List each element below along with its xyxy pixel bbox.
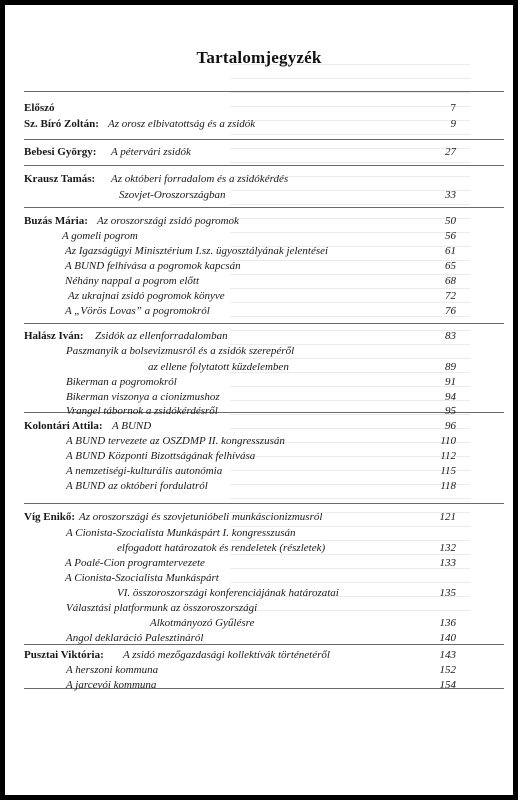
toc-page-number: 94 bbox=[445, 391, 456, 403]
toc-entry bbox=[0, 229, 518, 243]
toc-title: A jarcevói kommuna bbox=[66, 679, 157, 691]
toc-title: A nemzetiségi-kulturális autonómia bbox=[66, 465, 223, 477]
toc-page-number: 118 bbox=[440, 480, 456, 492]
toc-page-number: 152 bbox=[439, 664, 456, 676]
toc-entry bbox=[0, 145, 518, 159]
toc-title: Az oroszországi és szovjetunióbeli munkáscionizmusról bbox=[79, 511, 323, 523]
toc-entry bbox=[0, 678, 518, 692]
toc-page-number: 132 bbox=[439, 542, 456, 554]
toc-entry bbox=[0, 541, 518, 555]
toc-page-number: 27 bbox=[445, 146, 456, 158]
toc-title: Angol deklaráció Palesztináról bbox=[66, 632, 204, 644]
toc-entry bbox=[0, 449, 518, 463]
toc-title: A herszoni kommuna bbox=[66, 664, 159, 676]
toc-entry bbox=[0, 648, 518, 662]
toc-entry bbox=[0, 390, 518, 404]
toc-page-number: 91 bbox=[445, 376, 456, 388]
section-divider bbox=[24, 139, 504, 140]
toc-page-number: 112 bbox=[440, 450, 456, 462]
toc-page-number: 56 bbox=[445, 230, 456, 242]
toc-title: az ellene folytatott küzdelemben bbox=[148, 361, 289, 373]
toc-entry bbox=[0, 375, 518, 389]
scan-border-bottom bbox=[0, 795, 518, 800]
section-divider bbox=[24, 323, 504, 324]
toc-page-number: 7 bbox=[450, 102, 456, 114]
toc-title: Alkotmányozó Gyűlésre bbox=[150, 617, 255, 629]
toc-title: A BUND tervezete az OSZDMP II. kongresszusán bbox=[66, 435, 285, 447]
toc-page-number: 140 bbox=[439, 632, 456, 644]
toc-title: Bikerman a pogromokról bbox=[66, 376, 177, 388]
toc-author: Kolontári Attila: bbox=[24, 420, 103, 432]
toc-title: Az orosz elbivatottság és a zsidók bbox=[108, 118, 256, 130]
toc-page-number: 33 bbox=[445, 189, 456, 201]
toc-page-number: 89 bbox=[445, 361, 456, 373]
toc-page-number: 133 bbox=[439, 557, 456, 569]
toc-page-number: 115 bbox=[440, 465, 456, 477]
toc-title: Vrangel tábornok a zsidókérdésről bbox=[66, 405, 218, 417]
toc-author: Krausz Tamás: bbox=[24, 173, 96, 185]
toc-entry bbox=[0, 329, 518, 343]
toc-author: Pusztai Viktória: bbox=[24, 649, 104, 661]
toc-title: A Cionista-Szocialista Munkáspárt bbox=[65, 572, 219, 584]
toc-page-number: 68 bbox=[445, 275, 456, 287]
section-divider bbox=[24, 207, 504, 208]
toc-page-number: 95 bbox=[445, 405, 456, 417]
toc-page-number: 96 bbox=[445, 420, 456, 432]
toc-title: A Poalé-Cion programtervezete bbox=[65, 557, 205, 569]
toc-entry bbox=[0, 259, 518, 273]
toc-entry bbox=[0, 434, 518, 448]
toc-entry bbox=[0, 419, 518, 433]
toc-entry bbox=[0, 631, 518, 645]
toc-title: elfogadott határozatok és rendeletek (részletek) bbox=[117, 542, 326, 554]
toc-title: A zsidó mezőgazdasági kollektívák történetéről bbox=[123, 649, 330, 661]
toc-page-number: 9 bbox=[450, 118, 456, 130]
toc-page-number: 72 bbox=[445, 290, 456, 302]
toc-title: A gomeli pogrom bbox=[62, 230, 138, 242]
toc-title: A BUND felhívása a pogromok kapcsán bbox=[65, 260, 241, 272]
toc-entry bbox=[0, 172, 518, 186]
toc-entry bbox=[0, 101, 518, 115]
toc-title: Az oroszországi zsidó pogromok bbox=[97, 215, 239, 227]
toc-page-number: 76 bbox=[445, 305, 456, 317]
toc-author: Bebesi György: bbox=[24, 146, 97, 158]
toc-title: Szovjet-Oroszországban bbox=[119, 189, 226, 201]
toc-entry bbox=[0, 464, 518, 478]
toc-author: Víg Enikő: bbox=[24, 511, 76, 523]
toc-entry bbox=[0, 214, 518, 228]
toc-entry bbox=[0, 510, 518, 524]
toc-author: Buzás Mária: bbox=[24, 215, 88, 227]
toc-entry bbox=[0, 188, 518, 202]
toc-page-number: 135 bbox=[439, 587, 456, 599]
toc-title: A BUND az októberi fordulatról bbox=[66, 480, 208, 492]
toc-title: Választási platformunk az összoroszországi bbox=[66, 602, 258, 614]
toc-page-number: 110 bbox=[440, 435, 456, 447]
scan-border-top bbox=[0, 0, 518, 5]
toc-page-number: 83 bbox=[445, 330, 456, 342]
toc-title: A „Vörös Lovas” a pogromokról bbox=[65, 305, 210, 317]
toc-entry bbox=[0, 404, 518, 418]
toc-entry bbox=[0, 556, 518, 570]
toc-entry bbox=[0, 616, 518, 630]
toc-entry bbox=[0, 360, 518, 374]
toc-entry bbox=[0, 586, 518, 600]
toc-page-number: 65 bbox=[445, 260, 456, 272]
toc-title: Zsidók az ellenforradalomban bbox=[95, 330, 228, 342]
toc-title: A Cionista-Szocialista Munkáspárt I. kongresszusán bbox=[66, 527, 296, 539]
toc-entry bbox=[0, 117, 518, 131]
toc-page-number: 143 bbox=[439, 649, 456, 661]
toc-title: Az ukrajnai zsidó pogromok könyve bbox=[68, 290, 225, 302]
toc-author: Sz. Bíró Zoltán: bbox=[24, 118, 99, 130]
toc-entry bbox=[0, 274, 518, 288]
toc-page-number: 136 bbox=[439, 617, 456, 629]
toc-title: Bikerman viszonya a cionizmushoz bbox=[66, 391, 220, 403]
toc-title: A pétervári zsidók bbox=[111, 146, 191, 158]
section-divider bbox=[24, 91, 504, 92]
toc-title: Előszó bbox=[24, 102, 55, 114]
toc-entry bbox=[0, 601, 518, 615]
section-divider bbox=[24, 165, 504, 166]
toc-title: Paszmanyik a bolsevizmusról és a zsidók szerepéről bbox=[66, 345, 295, 357]
toc-entry bbox=[0, 663, 518, 677]
toc-entry bbox=[0, 244, 518, 258]
toc-title: A BUND Központi Bizottságának felhívása bbox=[66, 450, 256, 462]
toc-title: A BUND bbox=[112, 420, 152, 432]
toc-page-number: 61 bbox=[445, 245, 456, 257]
toc-page-number: 121 bbox=[439, 511, 456, 523]
toc-title: Az Igazságügyi Minisztérium I.sz. ügyosztályának jelentései bbox=[65, 245, 329, 257]
toc-page-number: 50 bbox=[445, 215, 456, 227]
toc-title: Néhány nappal a pogrom előtt bbox=[65, 275, 200, 287]
toc-entry bbox=[0, 289, 518, 303]
toc-title: VI. összoroszországi konferenciájának határozatai bbox=[117, 587, 339, 599]
toc-author: Halász Iván: bbox=[24, 330, 84, 342]
toc-entry bbox=[0, 344, 518, 358]
toc-page-number: 154 bbox=[439, 679, 456, 691]
toc-entry bbox=[0, 304, 518, 318]
toc-entry bbox=[0, 571, 518, 585]
toc-entry bbox=[0, 479, 518, 493]
page-title: Tartalomjegyzék bbox=[196, 48, 322, 67]
section-divider bbox=[24, 503, 504, 504]
toc-entry bbox=[0, 526, 518, 540]
toc-title: Az októberi forradalom és a zsidókérdés bbox=[111, 173, 289, 185]
